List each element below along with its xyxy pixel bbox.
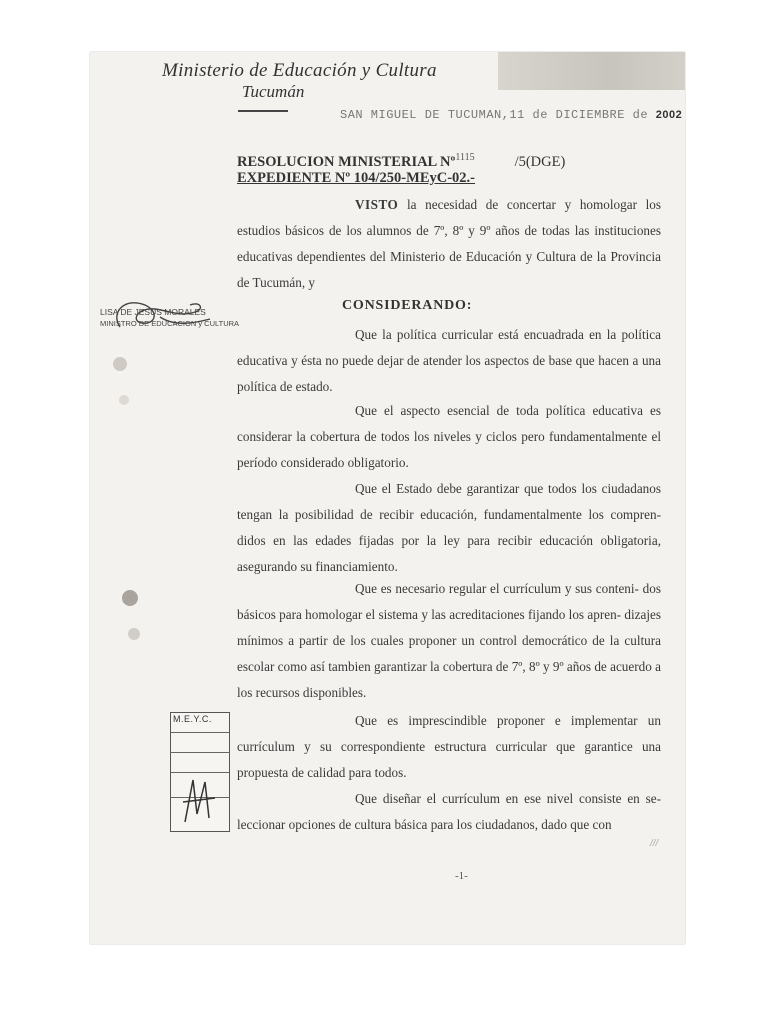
considerando-heading: CONSIDERANDO: xyxy=(342,298,473,313)
paragraph-1: Que la política curricular está encuadrada en la política educativa y ésta no puede dejar de atender los aspectos de base que hacen a una política de estado. xyxy=(237,327,661,394)
paragraph-2: Que el aspecto esencial de toda política educativa es considerar la cobertura de todos los niveles y ciclos pero fundamentalmente el período considerado obligatorio. xyxy=(237,403,661,470)
resolution-title xyxy=(237,152,565,171)
date-line xyxy=(340,108,682,122)
stain-mark xyxy=(100,352,140,412)
resolution-number: 1115 xyxy=(455,152,475,163)
stamp-divider xyxy=(170,752,230,753)
meyc-stamp-label: M.E.Y.C. xyxy=(173,714,212,724)
paragraph-5: Que es imprescindible proponer e implementar un currículum y su correspondiente estructura curricular que garantice una propuesta de calidad para todos. xyxy=(237,713,661,780)
top-stamp-shading xyxy=(498,52,685,90)
visto-paragraph xyxy=(237,192,661,296)
stamp-divider xyxy=(170,772,230,773)
signature-role: MINISTRO DE EDUCACION y CULTURA xyxy=(100,319,240,328)
ministry-header: Ministerio de Educación y Cultura xyxy=(162,60,437,81)
expediente: EXPEDIENTE Nº 104/250-MEyC-02.- xyxy=(237,170,475,186)
signature-name: LISA DE JESUS MORALES xyxy=(100,307,206,317)
continuation-mark: /// xyxy=(650,838,659,849)
page-number: -1- xyxy=(455,870,468,882)
signature-scribble xyxy=(100,257,235,347)
stain-mark xyxy=(108,582,158,652)
resolution-prefix: RESOLUCION MINISTERIAL Nº xyxy=(237,153,456,170)
paragraph-6: Que diseñar el currículum en ese nivel consiste en se- leccionar opciones de cultura básica para los ciudadanos, dado que con xyxy=(237,791,661,832)
stamp-divider xyxy=(170,732,230,733)
document-page xyxy=(90,52,685,944)
date-year: 2002 xyxy=(655,109,683,121)
date-text: SAN MIGUEL DE TUCUMAN,11 de DICIEMBRE de xyxy=(340,108,649,122)
province-header: Tucumán xyxy=(242,82,305,101)
visto-text: la necesidad de concertar y homologar los estudios básicos de los alumnos de 7º, 8º y 9º años de todas las instituciones educativas dependientes del Ministerio de Educación y Cultura de la Provincia de Tucumán, y xyxy=(237,197,661,290)
paragraph-4: Que es necesario regular el currículum y sus conteni- dos básicos para homologar el sistema y las acreditaciones fijando los apren- dizajes mínimos a partir de los cuales proponer un control democrático de la cultura escolar como así tambien garantizar la cobertura de 7º, 8º y 9º años de acuerdo a los recursos disponibles. xyxy=(237,581,661,700)
visto-label: VISTO xyxy=(355,197,399,212)
initials-scribble xyxy=(175,774,225,826)
resolution-suffix: /5(DGE) xyxy=(514,153,566,170)
header-rule xyxy=(238,110,288,112)
paragraph-3: Que el Estado debe garantizar que todos los ciudadanos tengan la posibilidad de recibir educación, fundamentalmente los compren- didos en las edades fijadas por la ley para recibir educación obligatoria, asegurando su financiamiento. xyxy=(237,481,661,574)
